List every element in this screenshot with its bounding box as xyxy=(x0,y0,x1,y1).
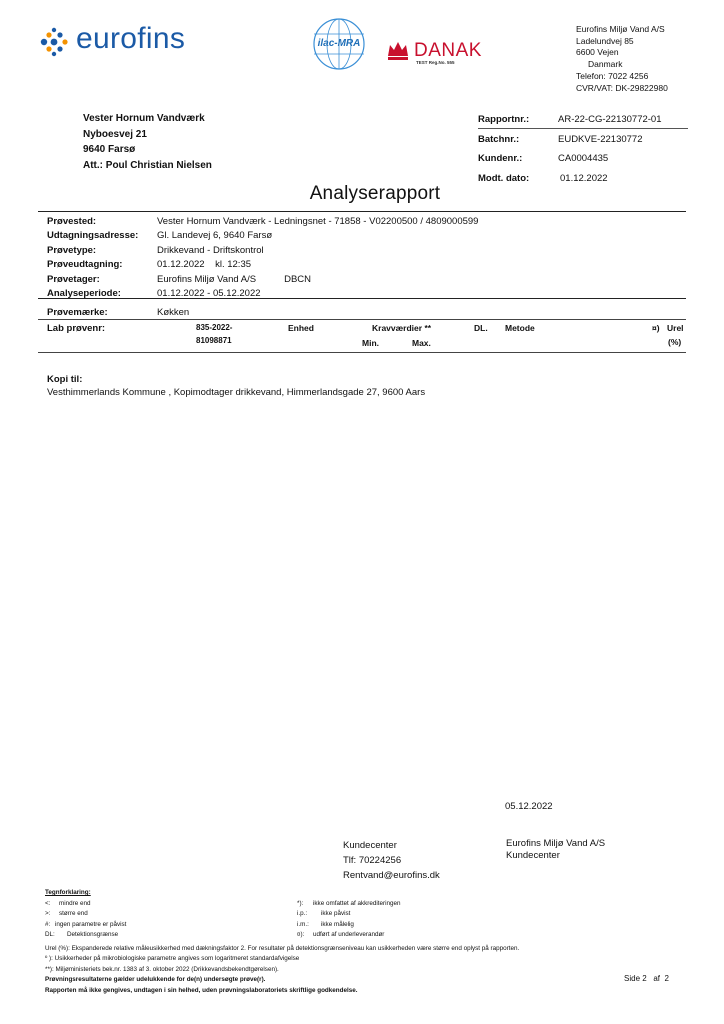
info-label: Analyseperiode: xyxy=(47,288,121,300)
info-value: Gl. Landevej 6, 9640 Farsø xyxy=(157,230,273,242)
legend-symbol: <: xyxy=(45,899,51,907)
service-line: Eurofins Miljø Vand A/S xyxy=(506,838,606,849)
info-label: Prøvetager: xyxy=(47,273,100,285)
meta-value: AR-22-CG-22130772-01 xyxy=(558,114,662,126)
legend-text: ikke påvist xyxy=(321,910,351,918)
info-label: Prøvetype: xyxy=(47,244,97,256)
recipient-line: Att.: Poul Christian Nielsen xyxy=(83,159,212,171)
legend-text: mindre end xyxy=(59,899,91,907)
legend xyxy=(45,888,685,997)
results-table-header xyxy=(0,0,724,360)
dl-header: DL. xyxy=(474,323,488,333)
company-line: Danmark xyxy=(588,59,623,70)
legend-text: større end xyxy=(59,910,88,918)
report-date: 05.12.2022 xyxy=(505,801,553,812)
recipient-line: Vester Hornum Vandværk xyxy=(83,113,205,124)
limits-header: Kravværdier ** xyxy=(372,323,432,333)
info-value: 01.12.2022 kl. 12:35 xyxy=(157,259,252,271)
legend-disclaimer: Rapporten må ikke gengives, undtagen i sin helhed, uden prøvningslaboratoriets skriftlige godkendelse. xyxy=(45,986,358,994)
service-email: Rentvand@eurofins.dk xyxy=(343,870,440,881)
legend-title: Tegnforklaring: xyxy=(45,889,91,896)
legend-text: ikke målelig xyxy=(321,920,354,928)
method-header: Metode xyxy=(505,323,535,333)
legend-text: udført af underleverandør xyxy=(313,931,385,939)
customer-service xyxy=(343,838,440,883)
company-line: 6600 Vejen xyxy=(576,47,619,58)
legend-symbol: i.p.: xyxy=(297,910,308,918)
company-line: Telefon: 7022 4256 xyxy=(576,70,649,81)
legend-note: º ): Usikkerheder på mikrobiologiske parametre angives som logaritmeret standardafvigelse xyxy=(45,955,300,963)
company-line: CVR/VAT: DK-29822980 xyxy=(576,82,668,93)
urel-percent-header: (%) xyxy=(668,337,682,347)
legend-symbol: #: xyxy=(45,920,51,928)
legend-notes xyxy=(45,944,685,997)
meta-label: Rapportnr.: xyxy=(478,114,530,126)
info-label: Udtagningsadresse: xyxy=(47,230,139,242)
sampler-code: DBCN xyxy=(284,273,312,285)
company-line: Ladelundvej 85 xyxy=(576,35,634,46)
lab-sample-label: Lab prøvenr: xyxy=(47,323,106,334)
subcontractor-marker-header: ¤) xyxy=(652,323,660,333)
legend-symbol: >: xyxy=(45,910,51,918)
meta-value: 01.12.2022 xyxy=(560,172,608,184)
legend-symbol: *): xyxy=(297,899,304,907)
legend-symbol: DL: xyxy=(45,931,55,939)
recipient-line: Nyboesvej 21 xyxy=(83,128,147,140)
meta-value: CA0004435 xyxy=(558,153,609,165)
copy-label: Kopi til: xyxy=(47,374,83,385)
sample-mark-value: Køkken xyxy=(157,307,190,318)
service-line: Tlf: 70224256 xyxy=(343,855,402,866)
page-number: Side 2 af 2 xyxy=(624,974,669,983)
lab-sample-number-2: 81098871 xyxy=(196,336,232,345)
legend-note: Urel (%): Ekspanderede relative måleusikkerhed med dækningsfaktor 2. For resultater på detektionsgrænseniveau kan usikkerheden være større end oplyst på rapporten. xyxy=(45,944,520,952)
lab-sample-number-1: 835-2022- xyxy=(196,323,233,332)
sample-mark-label: Prøvemærke: xyxy=(47,307,108,318)
company-line: Eurofins Miljø Vand A/S xyxy=(576,24,665,34)
ilac-mra-text: ilac-MRA xyxy=(317,38,361,49)
meta-label: Kundenr.: xyxy=(478,153,523,165)
copy-recipient xyxy=(47,374,425,398)
page-title: Analyserapport xyxy=(309,183,441,204)
legend-symbols xyxy=(45,899,685,944)
info-label: Prøveudtagning: xyxy=(47,259,123,271)
divider xyxy=(38,352,686,353)
info-value: 01.12.2022 - 05.12.2022 xyxy=(157,288,261,300)
info-value: Eurofins Miljø Vand A/S xyxy=(157,273,257,285)
legend-symbol: i.m.: xyxy=(297,920,309,928)
meta-label: Batchnr.: xyxy=(478,133,520,145)
legend-text: ikke omfattet af akkrediteringen xyxy=(313,899,401,907)
urel-header: Urel xyxy=(667,323,684,333)
danak-reg-text: TEST Reg.No. 555 xyxy=(416,60,455,65)
eurofins-logo-text: eurofins xyxy=(76,22,186,55)
max-header: Max. xyxy=(412,338,431,348)
legend-symbol: ¤): xyxy=(297,931,305,939)
copy-value: Vesthimmerlands Kommune , Kopimodtager drikkevand, Himmerlandsgade 27, 9600 Aars xyxy=(47,387,426,398)
legend-note: **): Miljøministeriets bek.nr. 1383 af 3. oktober 2022 (Drikkevandsbekendtgørelsen). xyxy=(45,965,279,973)
info-label: Prøvested: xyxy=(47,215,97,227)
info-value: Drikkevand - Driftskontrol xyxy=(157,244,264,256)
min-header: Min. xyxy=(362,338,379,348)
legend-disclaimer: Prøvningsresultaterne gælder udelukkende for de(n) undersøgte prøve(r). xyxy=(45,976,266,984)
unit-header: Enhed xyxy=(288,323,314,333)
service-line: Kundecenter xyxy=(343,840,397,851)
danak-text: DANAK xyxy=(414,40,482,61)
customer-service-company xyxy=(506,838,605,862)
legend-text: Detektionsgrænse xyxy=(67,931,119,939)
meta-value: EUDKVE-22130772 xyxy=(558,133,643,145)
info-value: Vester Hornum Vandværk - Ledningsnet - 71858 - V02200500 / 4809000599 xyxy=(157,215,479,227)
recipient-line: 9640 Farsø xyxy=(83,144,136,155)
service-line: Kundecenter xyxy=(506,850,560,861)
meta-label: Modt. dato: xyxy=(478,172,530,184)
legend-text: ingen parametre er påvist xyxy=(55,920,127,928)
